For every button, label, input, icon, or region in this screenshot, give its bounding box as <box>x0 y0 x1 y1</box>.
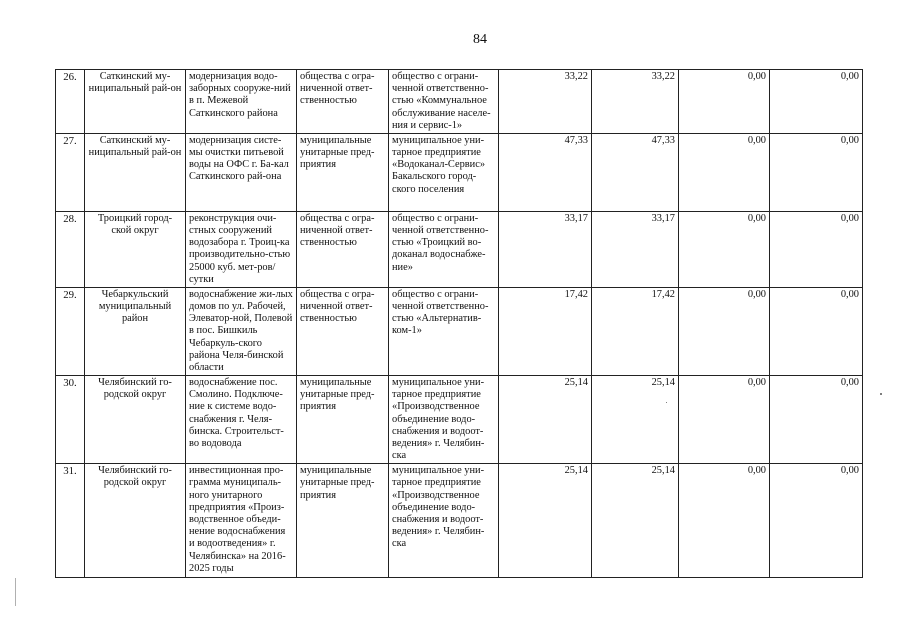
value-2-cell <box>592 70 679 134</box>
value-3-cell <box>679 211 770 287</box>
project-cell-text: водоснабжение пос. Смолино. Подключе-ние к системе водо-снабжения г. Челя-бинска. Строительст-во водовода <box>189 377 284 449</box>
row-number <box>56 211 85 287</box>
org-type-cell <box>297 464 389 578</box>
table-row <box>56 464 863 578</box>
municipality-cell <box>85 70 186 134</box>
municipality-cell-text: Чебаркульский муниципальный район <box>98 288 172 325</box>
table-row <box>56 376 863 464</box>
scan-mark <box>15 578 16 606</box>
total-value-cell-text: 25,14 <box>564 377 588 389</box>
project-cell <box>186 211 297 287</box>
value-4-cell-text: 0,00 <box>840 465 859 477</box>
value-4-cell <box>770 376 863 464</box>
org-type-cell-text: общества с огра-ниченной ответ-ственностью <box>300 212 375 249</box>
value-4-cell <box>770 133 863 211</box>
value-4-cell <box>770 464 863 578</box>
project-cell-text: модернизация водо-заборных сооруже-ний в п. Межевой Саткинского района <box>189 71 291 119</box>
value-4-cell-text: 0,00 <box>840 71 859 82</box>
project-cell-text: реконструкция очи-стных сооружений водозабора г. Троиц-ка производительно-стью 25000 куб. мет-ров/сутки <box>189 212 291 285</box>
organization-cell-text: муниципальное уни-тарное предприятие «Водоканал-Сервис» Бакальского город-ского поселения <box>392 134 486 195</box>
row-number <box>56 464 85 578</box>
project-cell <box>186 133 297 211</box>
value-3-cell <box>679 70 770 134</box>
value-3-cell-text: 0,00 <box>747 465 766 477</box>
municipality-cell <box>85 464 186 578</box>
project-cell <box>186 287 297 375</box>
value-2-cell-text: 25,14 <box>651 465 675 477</box>
value-2-cell-text: 47,33 <box>651 134 675 146</box>
value-2-cell-text: 33,17 <box>651 212 675 224</box>
value-4-cell <box>770 211 863 287</box>
org-type-cell-text: муниципальные унитарные пред-приятия <box>300 377 375 413</box>
municipality-cell-text: Челябинский го-родской округ <box>98 377 172 401</box>
table-row <box>56 287 863 375</box>
value-4-cell <box>770 70 863 134</box>
municipality-cell <box>85 287 186 375</box>
value-2-cell <box>592 464 679 578</box>
org-type-cell <box>297 133 389 211</box>
organization-cell <box>389 133 499 211</box>
value-2-cell <box>592 211 679 287</box>
municipality-cell-text: Троицкий город-ской округ <box>97 212 173 237</box>
table-row <box>56 133 863 211</box>
value-3-cell-text: 0,00 <box>747 377 766 389</box>
value-3-cell-text: 0,00 <box>747 71 766 82</box>
total-value-cell <box>499 287 592 375</box>
value-3-cell <box>679 287 770 375</box>
organization-cell <box>389 70 499 134</box>
project-cell-text: водоснабжение жи-лых домов по ул. Рабочей, Элеватор-ной, Полевой в пос. Бишкиль Чебаркуль-ского района Челя-бинской области <box>189 288 293 373</box>
table-body <box>56 70 863 578</box>
org-type-cell-text: муниципальные унитарные пред-приятия <box>300 134 375 171</box>
row-number-text: 26. <box>63 71 77 83</box>
table-row <box>56 211 863 287</box>
municipality-cell-text: Челябинский го-родской округ <box>98 465 172 489</box>
org-type-cell-text: общества с огра-ниченной ответ-ственностью <box>300 288 375 325</box>
table-row <box>56 70 863 134</box>
row-number <box>56 70 85 134</box>
value-4-cell <box>770 287 863 375</box>
value-2-cell-text: 25,14 <box>651 377 675 389</box>
value-3-cell-text: 0,00 <box>747 212 766 224</box>
row-number <box>56 376 85 464</box>
organization-cell <box>389 287 499 375</box>
organization-cell-text: муниципальное уни-тарное предприятие «Производственное объединение водо-снабжения и водоот-ведения» г. Челябин-ска <box>392 465 485 550</box>
org-type-cell <box>297 376 389 464</box>
row-number <box>56 133 85 211</box>
value-4-cell-text: 0,00 <box>840 377 859 389</box>
value-3-cell-text: 0,00 <box>747 288 766 300</box>
value-3-cell <box>679 133 770 211</box>
municipality-cell-text: Саткинский му-ниципальный рай-он <box>88 134 182 159</box>
total-value-cell-text: 33,22 <box>564 71 588 82</box>
project-cell-text: инвестиционная про-грамма муниципаль-ного унитарного предприятия «Произ-водственное объеди-нение водоснабжения и водоотведения» г. Челябинска» на 2016-2025 годы <box>189 465 286 574</box>
organization-cell <box>389 211 499 287</box>
value-2-cell <box>592 376 679 464</box>
organization-cell-text: общество с ограни-ченной ответственно-стью «Троицкий во-доканал водоснабже-ние» <box>392 212 489 273</box>
value-2-cell-text: 17,42 <box>651 288 675 300</box>
org-type-cell-text: общества с огра-ниченной ответ-ственностью <box>300 71 375 107</box>
organization-cell <box>389 464 499 578</box>
total-value-cell <box>499 70 592 134</box>
organization-cell-text: муниципальное уни-тарное предприятие «Производственное объединение водо-снабжения и водоот-ведения» г. Челябин-ска <box>392 377 485 462</box>
row-number-text: 27. <box>63 134 77 147</box>
page-number: 84 <box>473 32 487 47</box>
value-2-cell <box>592 133 679 211</box>
municipality-cell <box>85 133 186 211</box>
org-type-cell <box>297 287 389 375</box>
municipality-cell-text: Саткинский му-ниципальный рай-он <box>88 71 182 95</box>
value-3-cell <box>679 376 770 464</box>
org-type-cell <box>297 70 389 134</box>
row-number-text: 28. <box>63 212 77 225</box>
organization-cell-text: общество с ограни-ченной ответственно-стью «Коммунальное обслуживание населе-ния и сервис-1» <box>392 71 491 131</box>
total-value-cell <box>499 376 592 464</box>
value-2-cell-text: 33,22 <box>651 71 675 82</box>
organization-cell-text: общество с ограни-ченной ответственно-стью «Альтернатив-ком-1» <box>392 288 489 337</box>
municipality-cell <box>85 211 186 287</box>
org-type-cell <box>297 211 389 287</box>
value-4-cell-text: 0,00 <box>840 134 859 146</box>
row-number-text: 30. <box>63 377 77 390</box>
org-type-cell-text: муниципальные унитарные пред-приятия <box>300 465 375 501</box>
municipality-cell <box>85 376 186 464</box>
total-value-cell <box>499 133 592 211</box>
value-3-cell-text: 0,00 <box>747 134 766 146</box>
value-4-cell-text: 0,00 <box>840 212 859 224</box>
total-value-cell <box>499 211 592 287</box>
project-cell <box>186 70 297 134</box>
projects-table <box>55 69 863 578</box>
value-3-cell <box>679 464 770 578</box>
row-number-text: 29. <box>63 288 77 301</box>
total-value-cell-text: 47,33 <box>564 134 588 146</box>
total-value-cell-text: 25,14 <box>564 465 588 477</box>
scan-dot <box>880 393 882 395</box>
total-value-cell-text: 33,17 <box>564 212 588 224</box>
scan-dot <box>666 402 667 403</box>
project-cell-text: модернизация систе-мы очистки питьевой воды на ОФС г. Ба-кал Саткинского рай-она <box>189 134 289 183</box>
row-number-text: 31. <box>63 465 77 478</box>
project-cell <box>186 376 297 464</box>
total-value-cell <box>499 464 592 578</box>
total-value-cell-text: 17,42 <box>564 288 588 300</box>
row-number <box>56 287 85 375</box>
value-2-cell <box>592 287 679 375</box>
organization-cell <box>389 376 499 464</box>
value-4-cell-text: 0,00 <box>840 288 859 300</box>
project-cell <box>186 464 297 578</box>
